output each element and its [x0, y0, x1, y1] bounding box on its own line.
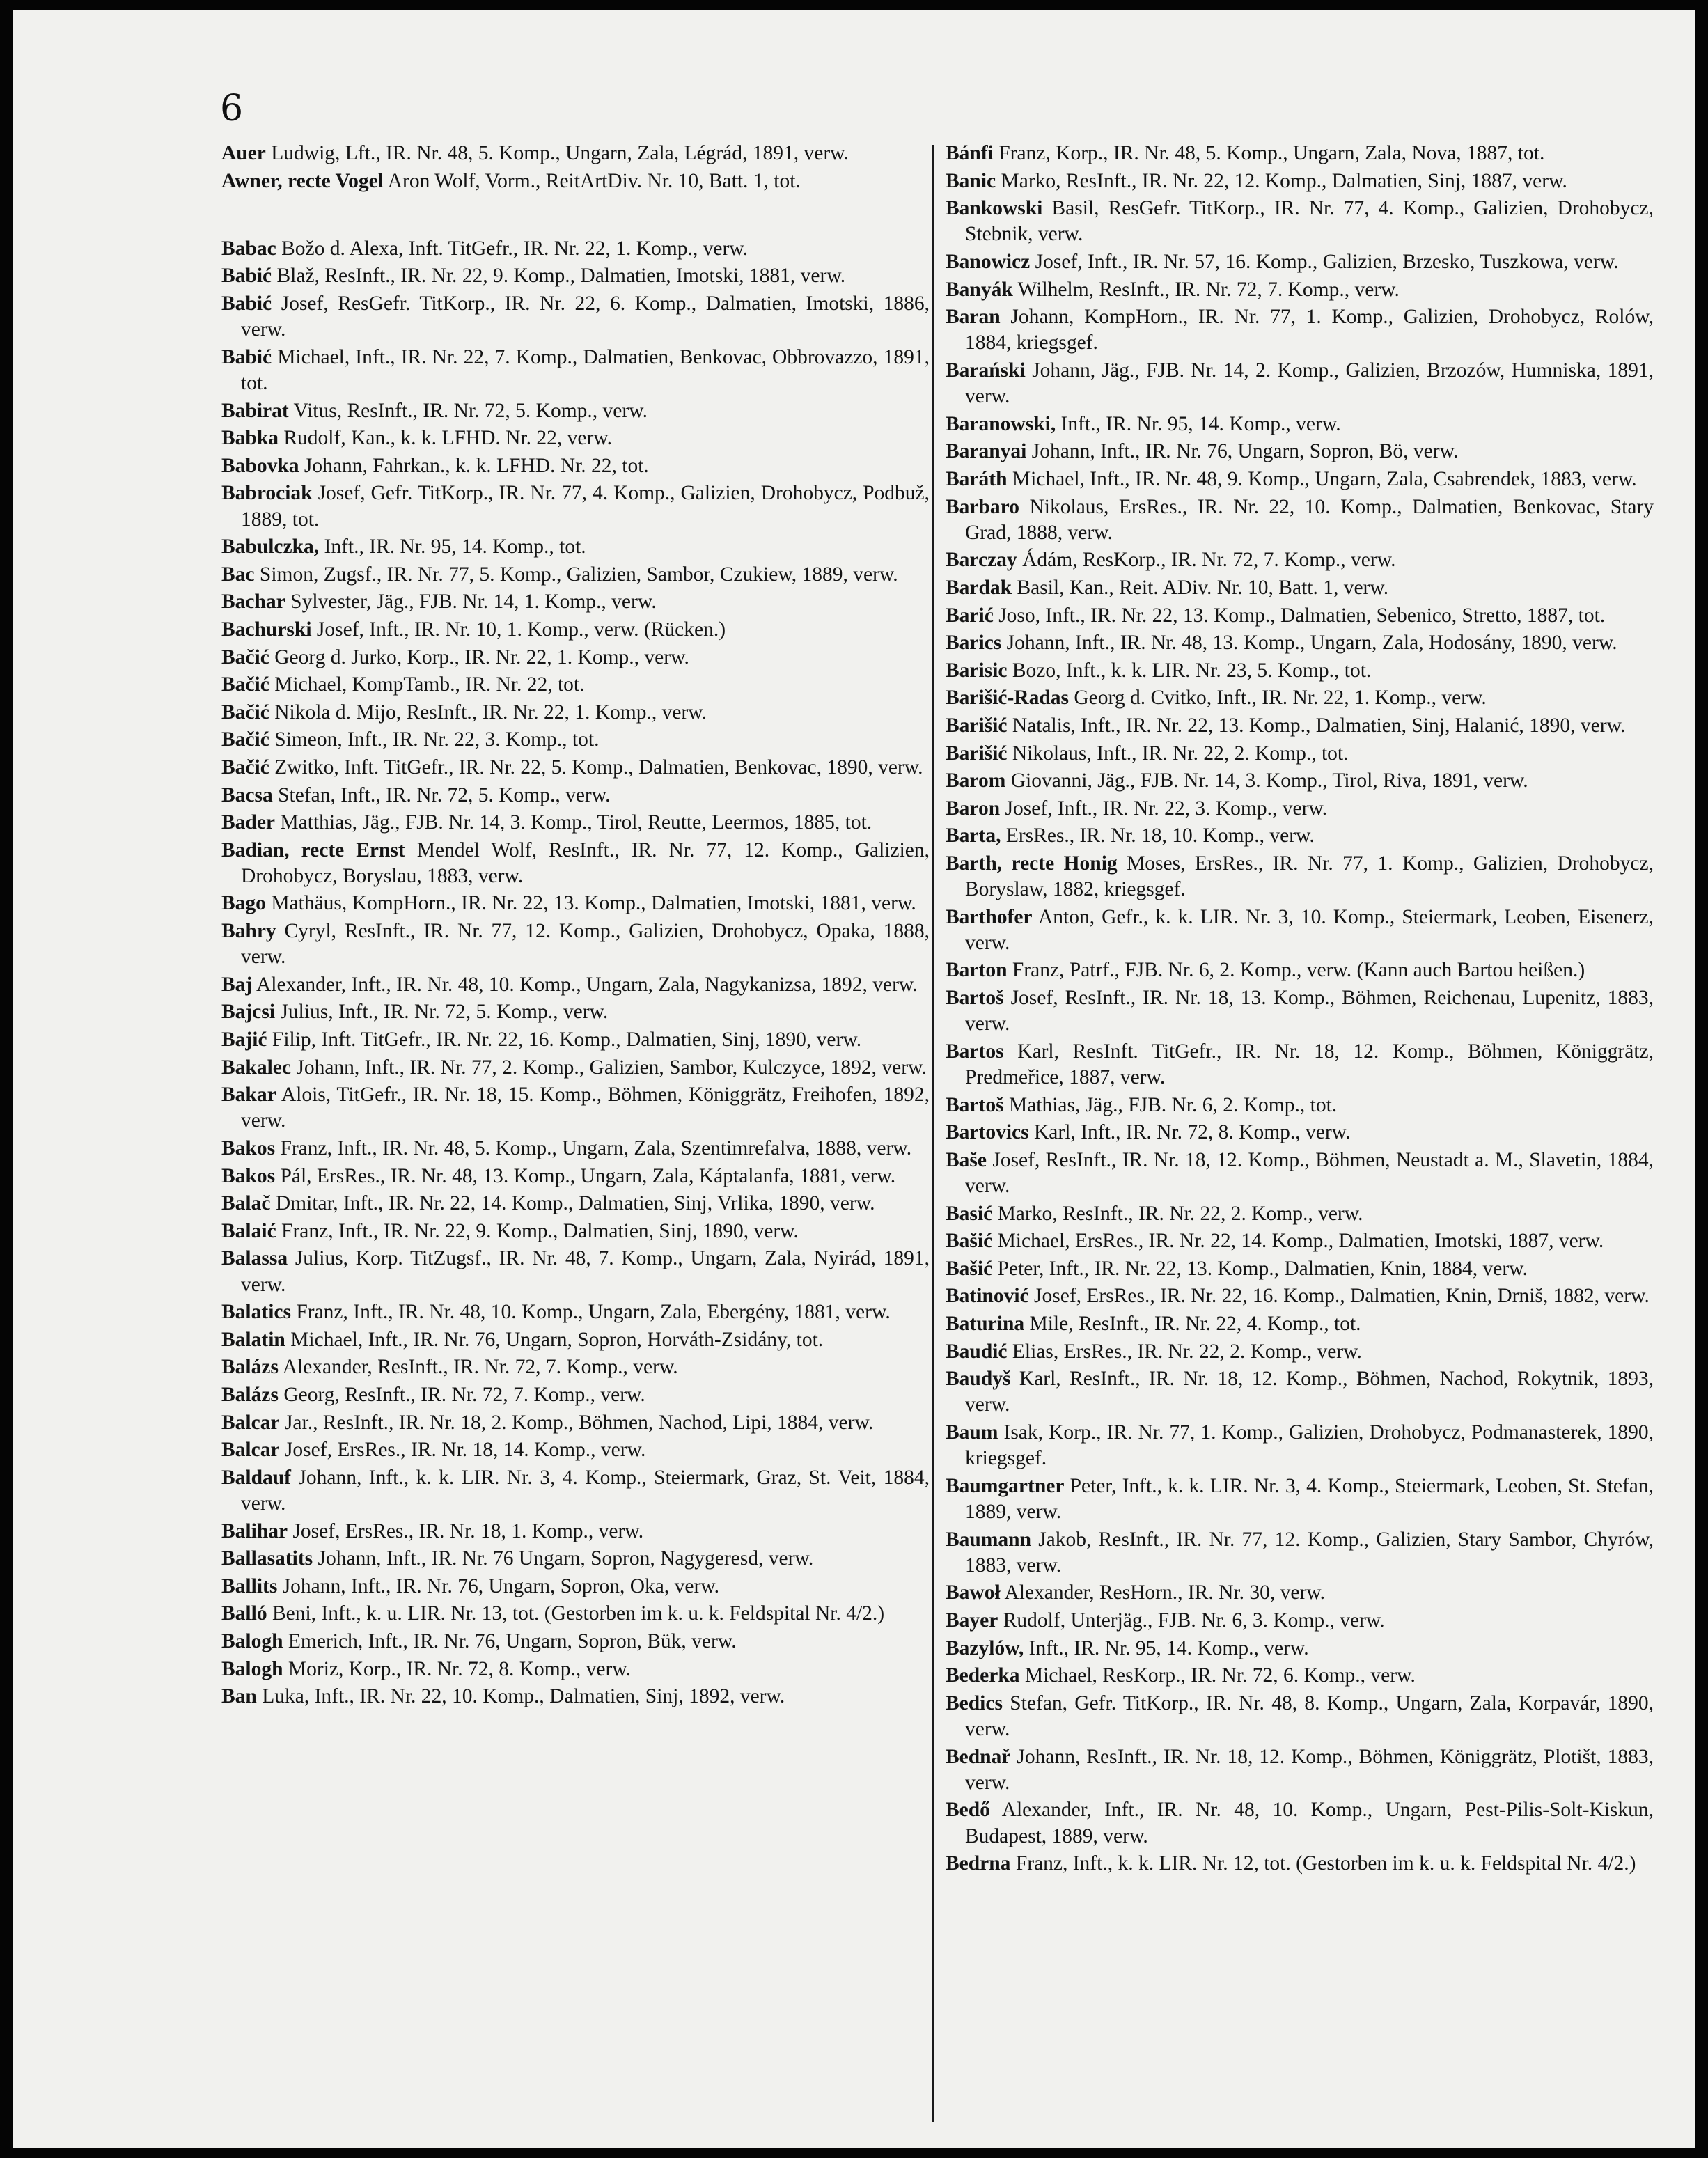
entry-surname: Badian, recte Ernst	[221, 838, 405, 861]
entry-details: Inft., IR. Nr. 95, 14. Komp., tot.	[324, 535, 586, 558]
entry-details: Elias, ErsRes., IR. Nr. 22, 2. Komp., verw.	[1012, 1340, 1362, 1363]
casualty-entry	[221, 1684, 930, 1710]
entry-surname: Barton	[946, 959, 1008, 982]
casualty-entry	[221, 755, 930, 781]
casualty-entry	[946, 1093, 1654, 1118]
casualty-entry	[946, 1691, 1654, 1742]
casualty-entry	[221, 700, 930, 726]
entry-details: Nikola d. Mijo, ResInft., IR. Nr. 22, 1. Komp., verw.	[274, 701, 707, 724]
entry-surname: Barisic	[946, 659, 1008, 682]
casualty-entry	[946, 1039, 1654, 1090]
entry-details: Karl, ResInft. TitGefr., IR. Nr. 18, 12. Komp., Böhmen, Königgrätz, Predmeřice, 1887, verw.	[965, 1040, 1654, 1089]
entry-details: Božo d. Alexa, Inft. TitGefr., IR. Nr. 22, 1. Komp., verw.	[281, 237, 749, 260]
casualty-entry	[946, 957, 1654, 983]
casualty-entry	[946, 1339, 1654, 1365]
entry-surname: Baumann	[946, 1528, 1031, 1551]
entry-surname: Auer	[221, 142, 266, 164]
entry-details: Johann, Inft., IR. Nr. 76, Ungarn, Sopron, Bö, verw.	[1031, 440, 1459, 463]
entry-details: Josef, ErsRes., IR. Nr. 22, 16. Komp., Dalmatien, Knin, Drniš, 1882, verw.	[1034, 1285, 1650, 1308]
entry-surname: Barbaro	[946, 495, 1019, 518]
casualty-entry	[221, 1574, 930, 1600]
entry-surname: Balázs	[221, 1384, 279, 1406]
entry-details: Johann, Fahrkan., k. k. LFHD. Nr. 22, tot.	[304, 454, 649, 477]
entry-details: Rudolf, Kan., k. k. LFHD. Nr. 22, verw.	[283, 427, 613, 450]
entry-details: Matthias, Jäg., FJB. Nr. 14, 3. Komp., Tirol, Reutte, Leermos, 1885, tot.	[280, 811, 872, 834]
entry-surname: Barthofer	[946, 905, 1033, 928]
casualty-entry	[946, 1744, 1654, 1796]
casualty-entry	[221, 398, 930, 424]
entry-details: ErsRes., IR. Nr. 18, 10. Komp., verw.	[1005, 824, 1315, 847]
entry-surname: Bašić	[946, 1230, 993, 1253]
entry-details: Moses, ErsRes., IR. Nr. 77, 1. Komp., Galizien, Drohobycz, Boryslaw, 1882, kriegsgef.	[965, 852, 1654, 901]
entry-details: Vitus, ResInft., IR. Nr. 72, 5. Komp., verw.	[293, 399, 648, 422]
entry-surname: Barišić	[946, 714, 1008, 737]
entry-details: Michael, KompTamb., IR. Nr. 22, tot.	[274, 673, 585, 696]
entry-details: Nikolaus, ErsRes., IR. Nr. 22, 10. Komp., Dalmatien, Benkovac, Stary Grad, 1888, verw.	[965, 495, 1654, 544]
casualty-entry	[946, 1228, 1654, 1254]
casualty-entry	[221, 263, 930, 289]
entry-details: Nikolaus, Inft., IR. Nr. 22, 2. Komp., tot.	[1012, 742, 1349, 765]
casualty-entry	[221, 1136, 930, 1162]
entry-surname: Bajić	[221, 1029, 267, 1051]
entry-details: Rudolf, Unterjäg., FJB. Nr. 6, 3. Komp., verw.	[1003, 1609, 1385, 1632]
entry-details: Stefan, Gefr. TitKorp., IR. Nr. 48, 8. Komp., Ungarn, Zala, Korpavár, 1890, verw.	[965, 1691, 1654, 1740]
casualty-entry	[221, 672, 930, 698]
entry-surname: Babić	[221, 292, 272, 315]
casualty-entry	[221, 1191, 930, 1217]
entry-surname: Bartovics	[946, 1121, 1029, 1144]
entry-details: Johann, Inft., k. k. LIR. Nr. 3, 4. Komp., Steiermark, Graz, St. Veit, 1884, verw.	[241, 1466, 930, 1515]
casualty-entry	[946, 1851, 1654, 1877]
entry-details: Karl, ResInft., IR. Nr. 18, 12. Komp., Böhmen, Nachod, Rokytnik, 1893, verw.	[965, 1368, 1654, 1416]
casualty-entry	[221, 1437, 930, 1463]
entry-details: Cyryl, ResInft., IR. Nr. 77, 12. Komp., Galizien, Drohobycz, Opaka, 1888, verw.	[241, 920, 930, 969]
casualty-entry	[221, 291, 930, 343]
entry-details: Wilhelm, ResInft., IR. Nr. 72, 7. Komp., verw.	[1017, 278, 1400, 301]
entry-details: Marko, ResInft., IR. Nr. 22, 12. Komp., Dalmatien, Sinj, 1887, verw.	[1001, 169, 1567, 192]
entry-surname: Balihar	[221, 1519, 288, 1542]
entry-details: Franz, Inft., IR. Nr. 48, 10. Komp., Ungarn, Zala, Ebergény, 1881, verw.	[296, 1301, 891, 1324]
entry-surname: Bachurski	[221, 618, 312, 641]
entry-details: Josef, Inft., IR. Nr. 10, 1. Komp., verw. (Rücken.)	[316, 618, 726, 641]
entry-surname: Bačić	[221, 673, 269, 696]
casualty-entry	[946, 169, 1654, 194]
casualty-entry	[221, 1629, 930, 1655]
entry-details: Michael, Inft., IR. Nr. 76, Ungarn, Sopron, Horváth-Zsidány, tot.	[290, 1328, 824, 1351]
entry-details: Basil, ResGefr. TitKorp., IR. Nr. 77, 4. Komp., Galizien, Drohobycz, Stebnik, verw.	[965, 197, 1654, 246]
entry-surname: Bedő	[946, 1799, 990, 1822]
entry-details: Isak, Korp., IR. Nr. 77, 1. Komp., Galizien, Drohobycz, Podmanasterek, 1890, kriegsgef.	[965, 1421, 1654, 1470]
casualty-entry	[221, 534, 930, 560]
entry-surname: Ballasatits	[221, 1547, 313, 1570]
entry-surname: Baran	[946, 306, 1001, 329]
entry-surname: Bajcsi	[221, 1001, 276, 1024]
entry-details: Josef, Gefr. TitKorp., IR. Nr. 77, 4. Komp., Galizien, Drohobycz, Podbuž, 1889, tot.	[241, 482, 930, 531]
casualty-entry	[221, 891, 930, 916]
entry-surname: Ballits	[221, 1574, 278, 1597]
entry-details: Joso, Inft., IR. Nr. 22, 13. Komp., Dalmatien, Sebenico, Stretto, 1887, tot.	[998, 604, 1606, 627]
entry-surname: Barić	[946, 604, 994, 627]
casualty-entry	[221, 810, 930, 836]
entry-surname: Bednař	[946, 1745, 1011, 1768]
entry-surname: Bachar	[221, 591, 285, 613]
entry-surname: Balcar	[221, 1411, 280, 1434]
casualty-entry	[946, 1527, 1654, 1579]
entry-surname: Baldauf	[221, 1466, 292, 1489]
entry-surname: Baudyš	[946, 1368, 1011, 1391]
casualty-entry	[946, 277, 1654, 303]
casualty-entry	[946, 603, 1654, 629]
casualty-entry	[221, 838, 930, 889]
entry-details: Alois, TitGefr., IR. Nr. 18, 15. Komp., Böhmen, Königgrätz, Freihofen, 1892, verw.	[241, 1084, 930, 1132]
casualty-entry	[946, 851, 1654, 902]
casualty-entry	[221, 589, 930, 615]
casualty-entry	[946, 658, 1654, 684]
entry-details: Johann, Inft., IR. Nr. 48, 13. Komp., Ungarn, Zala, Hodosány, 1890, verw.	[1006, 632, 1617, 655]
entry-details: Mile, ResInft., IR. Nr. 22, 4. Komp., tot.	[1029, 1313, 1361, 1336]
casualty-entry	[946, 1420, 1654, 1471]
entry-details: Giovanni, Jäg., FJB. Nr. 14, 3. Komp., Tirol, Riva, 1891, verw.	[1010, 769, 1528, 792]
entry-surname: Bačić	[221, 646, 269, 668]
entry-details: Franz, Inft., IR. Nr. 22, 9. Komp., Dalmatien, Sinj, 1890, verw.	[281, 1219, 799, 1242]
entry-surname: Babić	[221, 345, 272, 368]
entry-surname: Bačić	[221, 728, 269, 751]
entry-details: Moriz, Korp., IR. Nr. 72, 8. Komp., verw.	[288, 1657, 632, 1680]
entry-details: Georg d. Jurko, Korp., IR. Nr. 22, 1. Komp., verw.	[274, 646, 689, 668]
entry-surname: Baum	[946, 1421, 998, 1444]
casualty-entry	[946, 1201, 1654, 1227]
entry-surname: Baj	[221, 973, 253, 996]
casualty-entry	[221, 1519, 930, 1545]
entry-details: Alexander, Inft., IR. Nr. 48, 10. Komp., Ungarn, Zala, Nagykanizsa, 1892, verw.	[256, 973, 918, 996]
entry-details: Franz, Korp., IR. Nr. 48, 5. Komp., Ungarn, Zala, Nova, 1887, tot.	[998, 142, 1545, 164]
entry-details: Karl, Inft., IR. Nr. 72, 8. Komp., verw.	[1034, 1121, 1351, 1144]
entry-details: Luka, Inft., IR. Nr. 22, 10. Komp., Dalmatien, Sinj, 1892, verw.	[262, 1685, 785, 1708]
entry-details: Stefan, Inft., IR. Nr. 72, 5. Komp., verw.	[278, 783, 611, 806]
entry-details: Beni, Inft., k. u. LIR. Nr. 13, tot. (Gestorben im k. u. k. Feldspital Nr. 4/2.)	[272, 1602, 885, 1625]
casualty-entry	[221, 617, 930, 643]
page	[13, 10, 1695, 2148]
entry-surname: Balatics	[221, 1301, 291, 1324]
entry-surname: Barišić-Radas	[946, 687, 1069, 710]
entry-details: Alexander, ResHorn., IR. Nr. 30, verw.	[1004, 1581, 1326, 1604]
entry-details: Anton, Gefr., k. k. LIR. Nr. 3, 10. Komp., Steiermark, Leoben, Eisenerz, verw.	[965, 905, 1654, 954]
casualty-entry	[946, 823, 1654, 849]
entry-details: Josef, ErsRes., IR. Nr. 18, 14. Komp., verw.	[284, 1439, 646, 1462]
entry-details: Johann, Inft., IR. Nr. 76 Ungarn, Sopron, Nagygeresd, verw.	[318, 1547, 814, 1570]
entry-surname: Bartoš	[946, 1093, 1004, 1116]
entry-surname: Bedrna	[946, 1852, 1011, 1875]
entry-surname: Balogh	[221, 1657, 283, 1680]
casualty-entry	[221, 918, 930, 970]
entry-surname: Balassa	[221, 1247, 288, 1270]
entry-details: Mathias, Jäg., FJB. Nr. 6, 2. Komp., tot.	[1008, 1093, 1338, 1116]
entry-details: Michael, ResKorp., IR. Nr. 72, 6. Komp., verw.	[1024, 1664, 1416, 1687]
entry-surname: Balač	[221, 1192, 271, 1215]
casualty-entry	[221, 1465, 930, 1517]
casualty-entry	[221, 1164, 930, 1189]
casualty-entry	[946, 713, 1654, 739]
entry-details: Jar., ResInft., IR. Nr. 18, 2. Komp., Böhmen, Nachod, Lipi, 1884, verw.	[284, 1411, 874, 1434]
entry-details: Blaž, ResInft., IR. Nr. 22, 9. Komp., Dalmatien, Imotski, 1881, verw.	[276, 265, 846, 288]
entry-surname: Balázs	[221, 1356, 279, 1379]
page-number: 6	[220, 88, 244, 130]
entry-surname: Baranowski,	[946, 412, 1056, 435]
entry-surname: Banyák	[946, 278, 1013, 301]
entry-surname: Bakos	[221, 1137, 276, 1160]
casualty-entry	[221, 1546, 930, 1572]
entry-surname: Barth, recte Honig	[946, 852, 1118, 875]
entry-surname: Barom	[946, 769, 1006, 792]
casualty-entry	[221, 1299, 930, 1325]
casualty-entry	[221, 1601, 930, 1627]
entry-surname: Banowicz	[946, 250, 1031, 273]
entry-details: Johann, Inft., IR. Nr. 76, Ungarn, Sopron, Oka, verw.	[282, 1574, 720, 1597]
casualty-entry	[221, 1410, 930, 1436]
casualty-entry	[946, 249, 1654, 275]
casualty-entry	[221, 562, 930, 588]
casualty-entry	[221, 1382, 930, 1408]
casualty-entry	[221, 1082, 930, 1134]
entry-details: Bozo, Inft., k. k. LIR. Nr. 23, 5. Komp., tot.	[1012, 659, 1372, 682]
entry-surname: Baráth	[946, 467, 1008, 490]
entry-surname: Bahry	[221, 920, 276, 943]
entry-details: Inft., IR. Nr. 95, 14. Komp., verw.	[1060, 412, 1341, 435]
entry-details: Josef, ResInft., IR. Nr. 18, 12. Komp., Böhmen, Neustadt a. M., Slavetin, 1884, verw.	[965, 1148, 1654, 1198]
entry-surname: Bankowski	[946, 197, 1043, 220]
entry-details: Aron Wolf, Vorm., ReitArtDiv. Nr. 10, Batt. 1, tot.	[387, 169, 801, 192]
casualty-entry	[221, 1027, 930, 1053]
entry-surname: Balló	[221, 1602, 267, 1625]
entry-surname: Bederka	[946, 1664, 1020, 1687]
casualty-entry	[221, 783, 930, 808]
casualty-entry	[946, 304, 1654, 356]
casualty-entry	[946, 1283, 1654, 1309]
casualty-entry	[946, 1663, 1654, 1689]
entry-surname: Bawoł	[946, 1581, 1001, 1604]
casualty-entry	[946, 439, 1654, 464]
casualty-entry	[946, 547, 1654, 573]
casualty-entry	[946, 575, 1654, 601]
column-divider	[932, 145, 934, 2122]
entry-details: Josef, ResGefr. TitKorp., IR. Nr. 22, 6. Komp., Dalmatien, Imotski, 1886, verw.	[241, 292, 930, 341]
entry-details: Ádám, ResKorp., IR. Nr. 72, 7. Komp., verw.	[1022, 549, 1396, 572]
entry-surname: Banic	[946, 169, 996, 192]
casualty-entry	[946, 494, 1654, 546]
entry-details: Franz, Inft., k. k. LIR. Nr. 12, tot. (Gestorben im k. u. k. Feldspital Nr. 4/2.)	[1015, 1852, 1636, 1875]
entry-surname: Baudić	[946, 1340, 1008, 1363]
casualty-entry	[221, 1246, 930, 1297]
entry-surname: Bazylów,	[946, 1636, 1024, 1659]
entry-surname: Barišić	[946, 742, 1008, 765]
casualty-entry	[221, 345, 930, 396]
entry-surname: Bačić	[221, 756, 269, 779]
entry-details: Zwitko, Inft. TitGefr., IR. Nr. 22, 5. Komp., Dalmatien, Benkovac, 1890, verw.	[274, 756, 923, 779]
entry-surname: Babac	[221, 237, 276, 260]
entry-details: Franz, Patrf., FJB. Nr. 6, 2. Komp., verw. (Kann auch Bartou heißen.)	[1012, 959, 1585, 982]
casualty-entry	[946, 1580, 1654, 1606]
right-column	[946, 141, 1654, 1879]
casualty-entry	[946, 196, 1654, 247]
casualty-entry	[946, 1797, 1654, 1849]
entry-surname: Bačić	[221, 701, 269, 724]
entry-details: Peter, Inft., k. k. LIR. Nr. 3, 4. Komp., Steiermark, Leoben, St. Stefan, 1889, verw.	[965, 1474, 1654, 1523]
entry-details: Michael, Inft., IR. Nr. 22, 7. Komp., Dalmatien, Benkovac, Obbrovazzo, 1891, tot.	[241, 345, 930, 394]
entry-surname: Babovka	[221, 454, 299, 477]
casualty-entry	[946, 1608, 1654, 1634]
entry-details: Marko, ResInft., IR. Nr. 22, 2. Komp., verw.	[997, 1202, 1363, 1225]
casualty-entry	[221, 480, 930, 532]
entry-details: Michael, Inft., IR. Nr. 48, 9. Komp., Ungarn, Zala, Csabrendek, 1883, verw.	[1012, 467, 1637, 490]
entry-surname: Balaić	[221, 1219, 276, 1242]
entry-surname: Bakalec	[221, 1056, 291, 1079]
entry-details: Johann, Jäg., FJB. Nr. 14, 2. Komp., Galizien, Brzozów, Humniska, 1891, verw.	[965, 359, 1654, 408]
casualty-entry	[946, 412, 1654, 437]
entry-details: Johann, ResInft., IR. Nr. 18, 12. Komp., Böhmen, Königgrätz, Plotišt, 1883, verw.	[965, 1745, 1654, 1794]
entry-details: Mathäus, KompHorn., IR. Nr. 22, 13. Komp., Dalmatien, Imotski, 1881, verw.	[271, 892, 916, 915]
entry-details: Peter, Inft., IR. Nr. 22, 13. Komp., Dalmatien, Knin, 1884, verw.	[997, 1257, 1528, 1280]
casualty-entry	[221, 1055, 930, 1081]
entry-surname: Barta,	[946, 824, 1001, 847]
entry-details: Pál, ErsRes., IR. Nr. 48, 13. Komp., Ungarn, Zala, Káptalanfa, 1881, verw.	[280, 1164, 896, 1187]
entry-details: Dmitar, Inft., IR. Nr. 22, 14. Komp., Dalmatien, Sinj, Vrlika, 1890, verw.	[275, 1192, 875, 1215]
entry-details: Filip, Inft. TitGefr., IR. Nr. 22, 16. Komp., Dalmatien, Sinj, 1890, verw.	[272, 1029, 862, 1051]
entry-details: Johann, KompHorn., IR. Nr. 77, 1. Komp., Galizien, Drohobycz, Rolów, 1884, kriegsgef.	[965, 306, 1654, 354]
entry-surname: Bakar	[221, 1084, 276, 1107]
casualty-entry	[221, 972, 930, 998]
casualty-entry	[221, 1327, 930, 1353]
entry-details: Julius, Inft., IR. Nr. 72, 5. Komp., verw.	[280, 1001, 609, 1024]
entry-surname: Balcar	[221, 1439, 280, 1462]
casualty-entry	[946, 141, 1654, 166]
entry-surname: Barański	[946, 359, 1026, 382]
entry-details: Josef, Inft., IR. Nr. 57, 16. Komp., Galizien, Brzesko, Tuszkowa, verw.	[1035, 250, 1619, 273]
entry-details: Michael, ErsRes., IR. Nr. 22, 14. Komp., Dalmatien, Imotski, 1887, verw.	[997, 1230, 1604, 1253]
entry-surname: Baron	[946, 797, 1001, 820]
casualty-entry	[946, 1256, 1654, 1282]
entry-surname: Bašić	[946, 1257, 993, 1280]
entry-surname: Babka	[221, 427, 279, 450]
casualty-entry	[221, 1657, 930, 1682]
entry-surname: Awner, recte Vogel	[221, 169, 384, 192]
entry-surname: Bánfi	[946, 142, 994, 164]
entry-surname: Bardak	[946, 576, 1012, 599]
casualty-entry	[221, 645, 930, 671]
entry-surname: Babulczka,	[221, 535, 320, 558]
entry-surname: Baumgartner	[946, 1474, 1065, 1497]
casualty-entry	[221, 425, 930, 451]
entry-surname: Bader	[221, 811, 276, 834]
casualty-entry	[946, 1473, 1654, 1525]
casualty-entry	[946, 796, 1654, 822]
casualty-entry	[221, 141, 930, 166]
entry-surname: Bago	[221, 892, 266, 915]
casualty-entry	[221, 1354, 930, 1380]
entry-surname: Bartoš	[946, 987, 1004, 1010]
entry-details: Basil, Kan., Reit. ADiv. Nr. 10, Batt. 1, verw.	[1017, 576, 1389, 599]
entry-details: Jakob, ResInft., IR. Nr. 77, 12. Komp., Galizien, Stary Sambor, Chyrów, 1883, verw.	[965, 1528, 1654, 1577]
entry-details: Sylvester, Jäg., FJB. Nr. 14, 1. Komp., verw.	[290, 591, 657, 613]
entry-surname: Batinović	[946, 1285, 1029, 1308]
entry-details: Franz, Inft., IR. Nr. 48, 5. Komp., Ungarn, Zala, Szentimrefalva, 1888, verw.	[280, 1137, 912, 1160]
entry-details: Natalis, Inft., IR. Nr. 22, 13. Komp., Dalmatien, Sinj, Halanić, 1890, verw.	[1012, 714, 1626, 737]
casualty-entry	[946, 768, 1654, 794]
entry-details: Johann, Inft., IR. Nr. 77, 2. Komp., Galizien, Sambor, Kulczyce, 1892, verw.	[296, 1056, 927, 1079]
entry-details: Alexander, ResInft., IR. Nr. 72, 7. Komp., verw.	[282, 1356, 678, 1379]
entry-details: Alexander, Inft., IR. Nr. 48, 10. Komp., Ungarn, Pest-Pilis-Solt-Kiskun, Budapest, 1889, verw.	[965, 1799, 1654, 1847]
entry-details: Mendel Wolf, ResInft., IR. Nr. 77, 12. Komp., Galizien, Drohobycz, Boryslau, 1883, verw.	[241, 838, 930, 887]
entry-surname: Barczay	[946, 549, 1017, 572]
casualty-entry	[221, 1219, 930, 1244]
left-column	[221, 141, 930, 1712]
casualty-entry	[221, 727, 930, 753]
casualty-entry	[221, 999, 930, 1025]
entry-surname: Babrociak	[221, 482, 313, 505]
casualty-entry	[946, 1148, 1654, 1199]
entry-details: Georg, ResInft., IR. Nr. 72, 7. Komp., verw.	[283, 1384, 645, 1406]
casualty-entry	[946, 630, 1654, 656]
entry-details: Emerich, Inft., IR. Nr. 76, Ungarn, Sopron, Bük, verw.	[288, 1629, 737, 1652]
entry-details: Josef, ErsRes., IR. Nr. 18, 1. Komp., verw.	[292, 1519, 644, 1542]
entry-details: Simeon, Inft., IR. Nr. 22, 3. Komp., tot.	[274, 728, 600, 751]
entry-surname: Baturina	[946, 1313, 1025, 1336]
entry-surname: Basić	[946, 1202, 993, 1225]
entry-surname: Ban	[221, 1685, 257, 1708]
entry-details: Inft., IR. Nr. 95, 14. Komp., verw.	[1028, 1636, 1309, 1659]
casualty-entry	[221, 453, 930, 479]
casualty-entry	[946, 1120, 1654, 1146]
entry-surname: Bac	[221, 563, 255, 586]
entry-surname: Baranyai	[946, 440, 1027, 463]
entry-details: Simon, Zugsf., IR. Nr. 77, 5. Komp., Galizien, Sambor, Czukiew, 1889, verw.	[259, 563, 898, 586]
casualty-entry	[946, 1636, 1654, 1661]
entry-surname: Babić	[221, 265, 272, 288]
casualty-entry	[221, 169, 930, 194]
casualty-entry	[946, 685, 1654, 711]
casualty-entry	[946, 741, 1654, 767]
entry-surname: Bayer	[946, 1609, 998, 1632]
entry-surname: Baše	[946, 1148, 987, 1171]
entry-surname: Bedics	[946, 1691, 1003, 1714]
entry-surname: Balogh	[221, 1629, 283, 1652]
entry-details: Julius, Korp. TitZugsf., IR. Nr. 48, 7. Komp., Ungarn, Zala, Nyirád, 1891, verw.	[241, 1247, 930, 1296]
entry-surname: Bacsa	[221, 783, 273, 806]
entry-details: Georg d. Cvitko, Inft., IR. Nr. 22, 1. Komp., verw.	[1074, 687, 1487, 710]
casualty-entry	[946, 467, 1654, 492]
casualty-entry	[946, 358, 1654, 409]
casualty-entry	[221, 236, 930, 262]
entry-details: Josef, ResInft., IR. Nr. 18, 13. Komp., Böhmen, Reichenau, Lupenitz, 1883, verw.	[965, 987, 1654, 1035]
casualty-entry	[946, 1311, 1654, 1337]
casualty-entry	[946, 905, 1654, 956]
entry-surname: Babirat	[221, 399, 289, 422]
entry-surname: Bakos	[221, 1164, 276, 1187]
casualty-entry	[946, 985, 1654, 1037]
entry-details: Ludwig, Lft., IR. Nr. 48, 5. Komp., Ungarn, Zala, Légrád, 1891, verw.	[271, 142, 849, 164]
entry-surname: Bartos	[946, 1040, 1004, 1063]
entry-surname: Balatin	[221, 1328, 285, 1351]
casualty-entry	[946, 1366, 1654, 1418]
entry-details: Josef, Inft., IR. Nr. 22, 3. Komp., verw.	[1005, 797, 1328, 820]
entry-surname: Barics	[946, 632, 1002, 655]
